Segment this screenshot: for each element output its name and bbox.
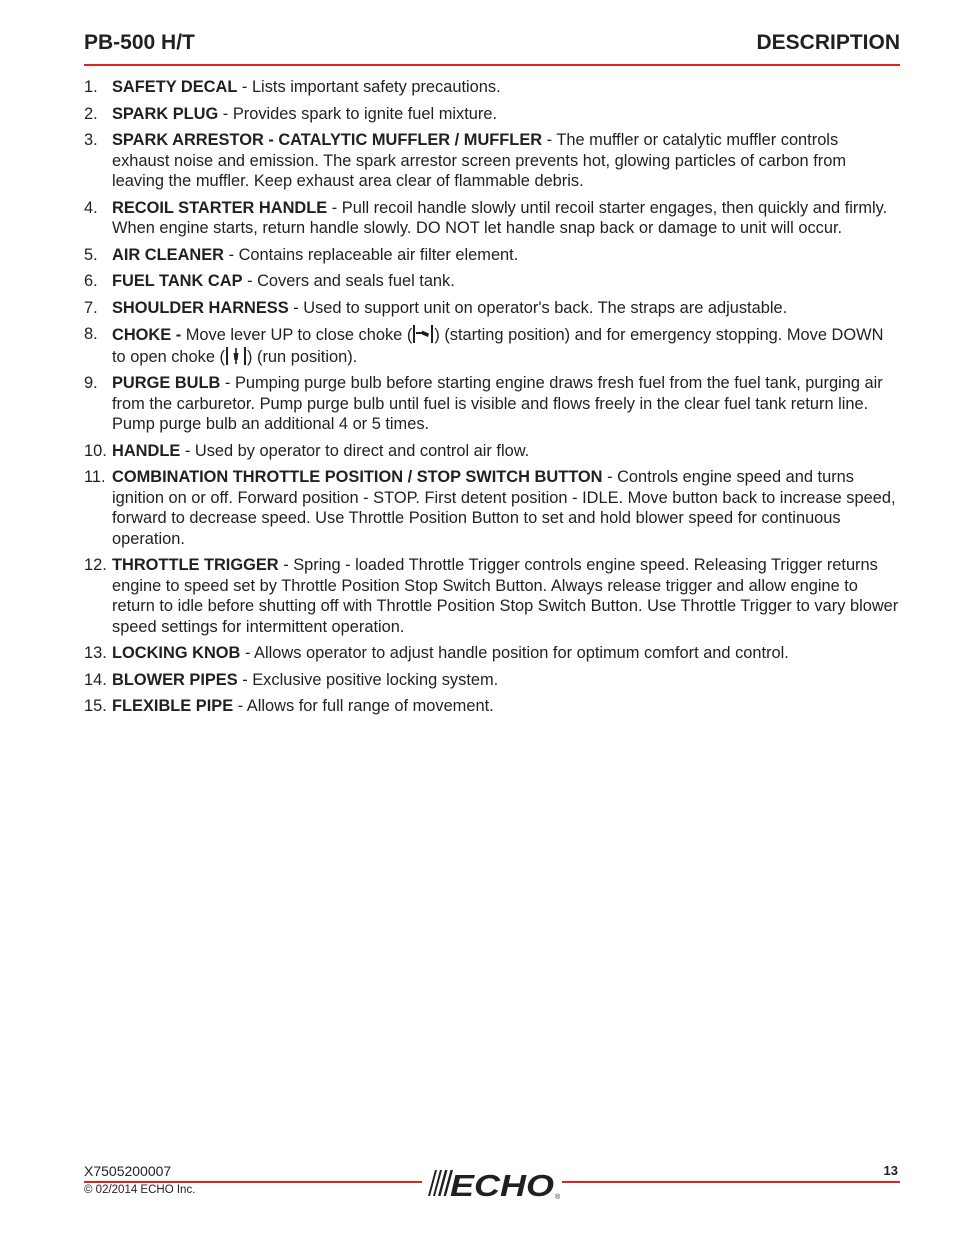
item-text: - Provides spark to ignite fuel mixture.	[218, 104, 498, 123]
item-text: - Covers and seals fuel tank.	[242, 272, 455, 290]
item-text: - Spring - loaded Throttle Trigger controls engine speed. Releasing Trigger returns engine to speed set by Throttle Position Stop Switch Button. Always release trigger and allow engine to return to idle before shutting off with Throttle Position Stop Switch Button. Use Throttle Trigger to vary blower speed settings for intermittent operation.	[112, 556, 899, 636]
item-text: ) (run position).	[247, 347, 358, 366]
item-term: FUEL TANK CAP	[112, 272, 243, 290]
list-item	[84, 245, 900, 266]
item-term: SPARK ARRESTOR - CATALYTIC MUFFLER / MUFFLER	[112, 131, 543, 149]
item-number: 14.	[84, 670, 107, 689]
list-item	[84, 298, 900, 319]
item-term: BLOWER PIPES	[112, 670, 238, 689]
item-term: RECOIL STARTER HANDLE	[112, 198, 328, 217]
item-text: - Used by operator to direct and control air flow.	[180, 441, 530, 460]
choke-open-icon	[225, 346, 247, 366]
item-number: 1.	[84, 78, 98, 96]
logo-registered-mark: ®	[555, 1194, 561, 1200]
list-item	[84, 198, 900, 239]
echo-logo	[422, 1166, 562, 1200]
item-number: 13.	[84, 644, 107, 662]
item-term: LOCKING KNOB	[112, 644, 241, 662]
item-text: - Exclusive positive locking system.	[237, 670, 499, 689]
page-footer	[84, 1162, 900, 1202]
item-text: - Contains replaceable air filter element.	[224, 245, 519, 264]
list-item	[84, 441, 900, 462]
footer-rule-right	[562, 1181, 900, 1183]
item-number: 6.	[84, 272, 98, 290]
list-item	[84, 271, 900, 292]
item-text: - Used to support unit on operator's back. The straps are adjustable.	[288, 298, 788, 317]
description-list	[84, 77, 900, 723]
item-number: 9.	[84, 374, 98, 392]
item-number: 11.	[84, 468, 106, 486]
model-title: PB-500 H/T	[84, 31, 195, 54]
section-title: DESCRIPTION	[756, 31, 900, 54]
item-term: THROTTLE TRIGGER	[112, 556, 279, 574]
list-item	[84, 670, 900, 691]
item-number: 7.	[84, 298, 98, 317]
list-item	[84, 77, 900, 98]
item-number: 3.	[84, 131, 98, 149]
item-number: 4.	[84, 198, 98, 217]
item-term: FLEXIBLE PIPE	[112, 697, 234, 715]
item-number: 10.	[84, 441, 107, 460]
choke-closed-icon	[412, 324, 434, 344]
item-number: 15.	[84, 697, 107, 715]
item-text: ) (starting position) and for emergency stopping. Move DOWN to open choke (	[112, 326, 884, 366]
item-number: 8.	[84, 325, 98, 343]
item-term: COMBINATION THROTTLE POSITION / STOP SWITCH BUTTON	[112, 468, 603, 486]
page-header	[84, 30, 900, 66]
item-term: PURGE BULB	[112, 374, 221, 392]
item-number: 5.	[84, 245, 98, 264]
list-item	[84, 555, 900, 637]
item-number: 2.	[84, 104, 98, 123]
item-term: SHOULDER HARNESS	[112, 298, 289, 317]
logo-wordmark: ECHO	[450, 1168, 554, 1200]
list-item-choke	[84, 324, 900, 367]
footer-rule-left	[84, 1181, 422, 1183]
list-item	[84, 643, 900, 664]
item-text: - Controls engine speed and turns ignition on or off. Forward position - STOP. First detent position - IDLE. Move button back to increase speed, forward to decrease speed. Use Throttle Position Button to set and hold blower speed for continuous operation.	[112, 468, 896, 548]
list-item	[84, 696, 900, 717]
item-text: - Pumping purge bulb before starting engine draws fresh fuel from the fuel tank, purging air from the carburetor. Pump purge bulb until fuel is visible and flows freely in the clear fuel tank return line. Pump purge bulb an additional 4 or 5 times.	[112, 374, 883, 433]
header-rule	[84, 64, 900, 66]
list-item	[84, 373, 900, 435]
item-term: SAFETY DECAL	[112, 78, 238, 96]
copyright: © 02/2014 ECHO Inc.	[84, 1184, 196, 1196]
list-item	[84, 104, 900, 125]
item-number: 12.	[84, 556, 107, 574]
item-text: Move lever UP to close choke (	[181, 326, 413, 344]
item-term: HANDLE	[112, 441, 181, 460]
item-text: - Allows operator to adjust handle position for optimum comfort and control.	[240, 644, 789, 662]
page-number: 13	[883, 1163, 898, 1178]
item-text: - The muffler or catalytic muffler controls exhaust noise and emission. The spark arrestor screen prevents hot, glowing particles of carbon from leaving the muffler. Keep exhaust area clear of flammable debris.	[112, 131, 847, 190]
item-text: - Pull recoil handle slowly until recoil starter engages, then quickly and firmly. When engine starts, return handle slowly. DO NOT let handle snap back or damage to unit will occur.	[112, 198, 888, 237]
item-text: - Lists important safety precautions.	[237, 78, 501, 96]
item-term: AIR CLEANER	[112, 245, 225, 264]
document-number: X7505200007	[84, 1163, 172, 1179]
item-term: CHOKE -	[112, 326, 182, 344]
list-item	[84, 467, 900, 549]
item-term: SPARK PLUG	[112, 104, 219, 123]
item-text: - Allows for full range of movement.	[233, 697, 494, 715]
list-item	[84, 130, 900, 192]
